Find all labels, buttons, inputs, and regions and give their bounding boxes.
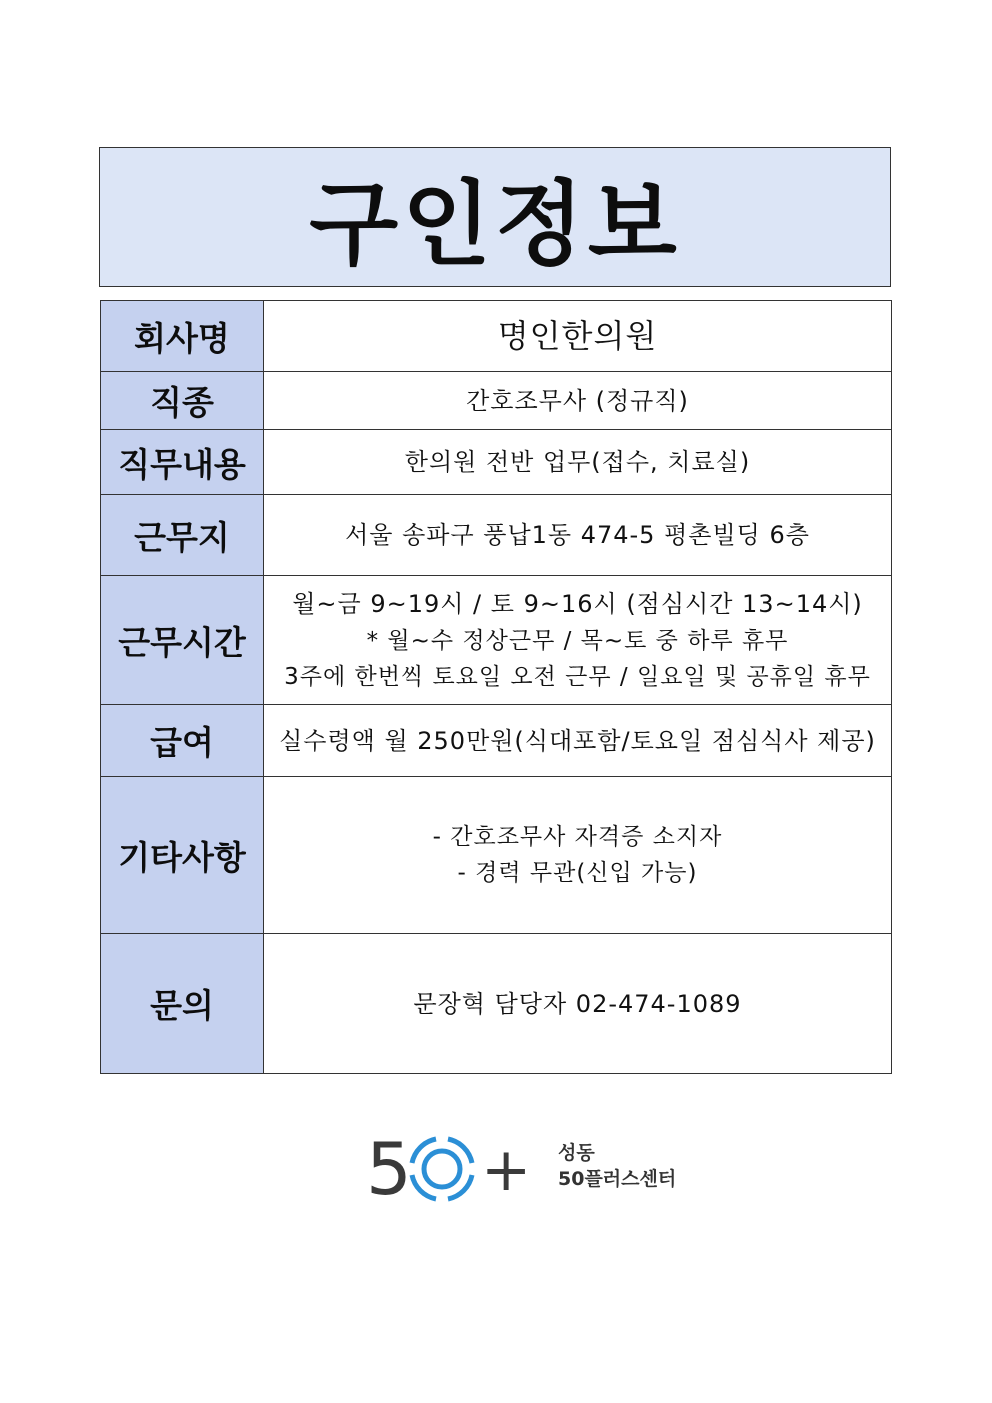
table-row-company	[101, 301, 892, 372]
row-value-salary	[264, 705, 892, 777]
logo-number: 5	[366, 1132, 412, 1202]
row-label-location: 근무지	[101, 495, 264, 576]
logo-line-1: 성동	[558, 1142, 595, 1164]
location-text: 서울 송파구 풍납1동 474-5 평촌빌딩 6층	[345, 521, 810, 549]
row-value-other	[264, 777, 892, 934]
table-row-job-type	[101, 372, 892, 430]
company-name: 명인한의원	[497, 317, 658, 355]
hours-line-2: * 월~수 정상근무 / 목~토 중 하루 휴무	[366, 628, 789, 654]
logo-wordmark	[558, 1140, 676, 1192]
row-value-job-type	[264, 372, 892, 430]
table-row-other	[101, 777, 892, 934]
row-label-duties: 직무내용	[101, 430, 264, 495]
other-line-2: - 경력 무관(신입 가능)	[457, 860, 698, 886]
row-value-company	[264, 301, 892, 372]
logo-mark	[366, 1132, 546, 1202]
hours-line-1: 월~금 9~19시 / 토 9~16시 (점심시간 13~14시)	[292, 590, 863, 618]
other-line-1: - 간호조무사 자격증 소지자	[432, 824, 723, 850]
center-logo	[366, 1132, 696, 1202]
salary-text: 실수령액 월 250만원(식대포함/토요일 점심식사 제공)	[279, 726, 876, 755]
row-label-contact: 문의	[101, 934, 264, 1074]
row-value-duties	[264, 430, 892, 495]
row-label-hours: 근무시간	[101, 576, 264, 705]
row-label-other: 기타사항	[101, 777, 264, 934]
contact-text: 문장혁 담당자 02-474-1089	[413, 989, 742, 1018]
row-label-company: 회사명	[101, 301, 264, 372]
page-title: 구인정보	[309, 171, 681, 278]
job-type-text: 간호조무사 (정규직)	[466, 386, 689, 415]
row-label-job-type: 직종	[101, 372, 264, 430]
title-banner	[99, 147, 891, 287]
table-row-duties	[101, 430, 892, 495]
row-value-location	[264, 495, 892, 576]
row-value-hours	[264, 576, 892, 705]
table-row-contact	[101, 934, 892, 1074]
row-value-contact	[264, 934, 892, 1074]
hours-line-3: 3주에 한번씩 토요일 오전 근무 / 일요일 및 공휴일 휴무	[284, 664, 871, 690]
logo-line-2: 50플러스센터	[558, 1168, 677, 1190]
table-row-location	[101, 495, 892, 576]
logo-ring-icon	[412, 1139, 472, 1199]
job-info-table	[100, 300, 892, 1074]
logo-plus: +	[481, 1135, 532, 1202]
duties-text: 한의원 전반 업무(접수, 치료실)	[404, 448, 751, 476]
row-label-salary: 급여	[101, 705, 264, 777]
table-row-hours	[101, 576, 892, 705]
table-row-salary	[101, 705, 892, 777]
